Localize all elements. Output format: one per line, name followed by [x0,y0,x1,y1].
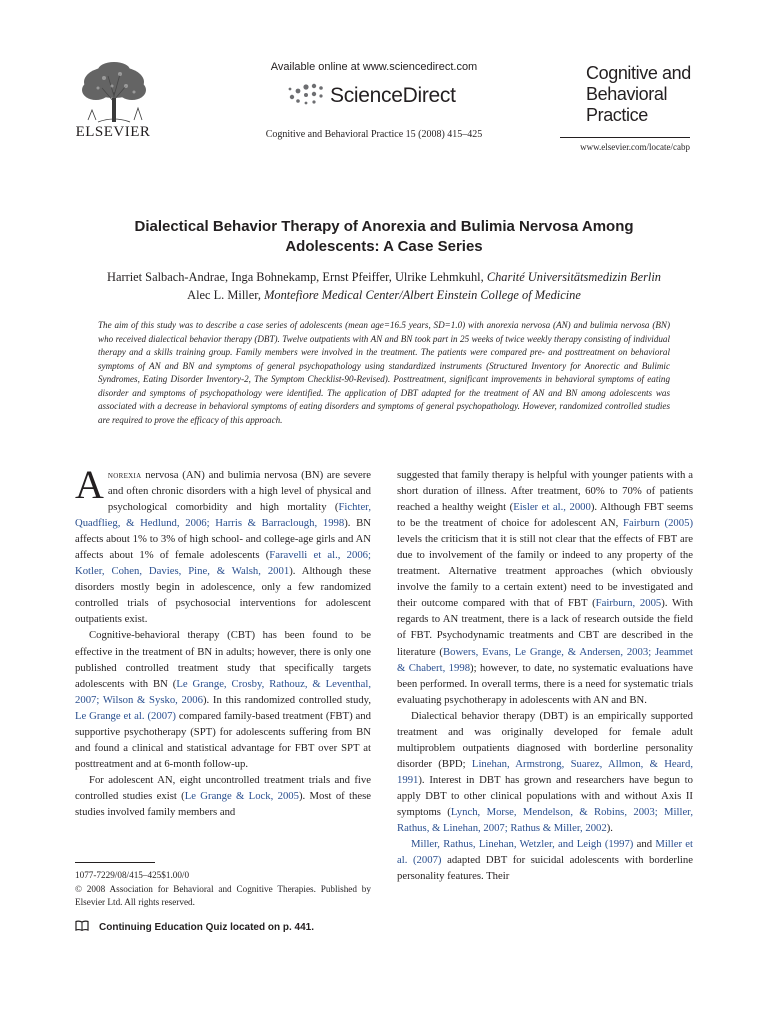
journal-name-line: Cognitive and [586,63,691,83]
citation-link[interactable]: Le Grange, Crosby, Rathouz, & Leventhal, 2007; Wilson & Sysko, 2006 [75,677,371,706]
body-paragraph [397,467,693,708]
quiz-label: Continuing Education Quiz located on p. 441. [99,922,315,933]
paragraph-text: ). Although these disorders mostly begin in adolescence, only a few randomized controlled trials of psychosocial interventions for adolescent outpatients exist. [75,565,371,626]
paragraph-text: Dialectical behavior therapy (DBT) is an empirically supported treatment and was originally developed for female adult multiproblem outpatients diagnosed with borderline personality disorder (BPD; [397,709,693,770]
article-title-line: Dialectical Behavior Therapy of Anorexia and Bulimia Nervosa Among [134,218,634,235]
footnote-divider [75,862,155,863]
citation-link[interactable]: Linehan, Armstrong, Suarez, Allmon, & Heard, 1991 [397,757,693,786]
author-affiliation: Charité Universitätsmedizin Berlin [486,270,661,284]
drop-cap: A [75,462,104,507]
paragraph-text: ). BN affects about 1% to 3% of high school- and college-age girls and AN affects about 1% of female adolescents ( [75,517,371,562]
paragraph-text: and [633,838,656,851]
article-title [80,217,688,257]
citation-link[interactable]: Le Grange et al. (2007) [75,709,176,722]
citation-link[interactable]: Le Grange & Lock, 2005 [184,789,299,802]
author-names: Harriet Salbach-Andrae, Inga Bohnekamp, Ernst Pfeiffer, Ulrike Lehmkuhl, [107,270,484,284]
journal-name-line: Practice [586,105,648,125]
author-affiliation: Montefiore Medical Center/Albert Einstein College of Medicine [264,288,581,302]
paragraph-text: ). Although FBT seems to be the treatment of choice for adolescent AN, [397,501,693,530]
body-paragraph [75,462,371,627]
paragraph-text: adapted DBT for suicidal adolescents with borderline personality features. Their [397,854,693,883]
author-block [60,268,708,304]
body-paragraph [75,772,371,820]
paragraph-text: compared family-based treatment (FBT) and supportive psychotherapy (SPT) for adolescents suffering from BN and found a clinical and statistical advantage for FBT over SPT at posttreatment and at 6-month follow-up. [75,709,371,770]
body-paragraph [397,836,693,884]
open-book-icon [75,920,89,931]
journal-citation: Cognitive and Behavioral Practice 15 (2008) 415–425 [265,129,483,140]
author-line [60,268,708,286]
paragraph-text: Cognitive-behavioral therapy (CBT) has been found to be effective in the treatment of BN in adults; however, there is only one published controlled treatment study that specifically targets adolescents with BN ( [75,629,371,690]
publisher-name: ELSEVIER [75,124,151,140]
paragraph-text: levels the criticism that it is still not clear that the effects of FBT are due to involvement of the family or indeed to any property of the treatment. Alternative treatment approaches (which obviously involve the family to a certain extent) need to be investigated and their outcome compared with that of FBT ( [397,533,693,610]
article-title-line: Adolescents: A Case Series [285,238,483,255]
paragraph-text: suggested that family therapy is helpful with younger patients with a short duration of illness. After treatment, 60% to 70% of patients reached a healthy weight ( [397,469,693,514]
paragraph-text: ). Most of these studies involved family members and [75,789,372,818]
footnote-copyright: © 2008 Association for Behavioral and Cognitive Therapies. Published by Elsevier Ltd. All rights reserved. [75,883,371,908]
sciencedirect-wordmark: ScienceDirect [330,84,456,107]
body-column-right [397,467,693,884]
body-paragraph [397,708,693,836]
citation-link[interactable]: Bowers, Evans, Le Grange, & Andersen, 2003; Jeammet & Chabert, 1998 [397,645,693,674]
paragraph-text: nervosa (AN) and bulimia nervosa (BN) are severe and often chronic disorders with a high level of physical and psychological comorbidity and high mortality ( [107,469,371,514]
paragraph-text: ). With regards to AN treatment, there is a lack of research outside the field of FBT. Psychodynamic treatments and CBT are described in the literature ( [397,597,693,658]
available-online-text[interactable]: Available online at www.sciencedirect.com [270,61,478,73]
body-paragraph [75,627,371,771]
header-divider [560,137,690,138]
journal-name-line: Behavioral [586,84,668,104]
citation-link[interactable]: Faravelli et al., 2006; Kotler, Cohen, Davies, Pine, & Walsh, 2001 [75,549,371,578]
journal-name [586,63,691,126]
citation-link[interactable]: Miller, Rathus, Linehan, Wetzler, and Leigh (1997) [411,838,634,851]
citation-link[interactable]: Fichter, Quadflieg, & Hedlund, 2006; Harris & Barraclough, 1998 [75,501,371,530]
tree-illustration-icon [68,62,160,124]
paragraph-text: ). In this randomized controlled study, [202,693,371,706]
continuing-education-quiz-link[interactable] [75,917,371,935]
footnote [75,869,371,910]
paragraph-text: ). Interest in DBT has grown and researchers have begun to apply DBT to other clinical populations with and without Axis II symptoms ( [397,773,693,818]
footnote-issn: 1077-7229/08/415–425$1.00/0 [75,870,190,880]
citation-link[interactable]: Eisler et al., 2000 [513,501,591,514]
citation-link[interactable]: Lynch, Morse, Mendelson, & Robins, 2003; Miller, Rathus, & Linehan, 2007; Rathus & Miller, 2002 [397,805,693,835]
citation-link[interactable]: Fairburn, 2005 [595,597,662,610]
small-caps-text: norexia [107,469,142,481]
body-column-left [75,462,372,820]
author-line [60,286,708,304]
citation-link[interactable]: Fairburn (2005) [623,517,693,530]
author-names: Alec L. Miller, [187,288,261,302]
paragraph-text: For adolescent AN, eight uncontrolled treatment trials and five controlled studies exist ( [75,773,371,802]
citation-link[interactable]: Miller et al. (2007) [397,838,693,867]
paragraph-text: ); however, to date, no systematic evaluations have been performed. In overall terms, there is a need for systematic trials evaluating psychotherapy in adolescents with AN and BN. [397,661,693,706]
sciencedirect-dots-icon [286,81,326,109]
abstract: The aim of this study was to describe a case series of adolescents (mean age=16.5 years, SD=1.0) with anorexia nervosa (AN) and bulimia nervosa (BN) who received dialectical behavior therapy (DBT). Twelve outpatients with AN and BN took part in 25 weeks of twice weekly therapy consisting of individual therapy and a skills training group. Family members were involved in the treatment. The patients were compared pre- and posttreatment on behavioral symptoms of AN and BN and symptoms of general psychopathology using standardized instruments (Structured Inventory for Anorectic and Bulimic Syndromes, Eating Disorder Inventory-2, The Symptom Checklist-90-Revised). Posttreatment, significant improvements in behavioral symptoms of eating disorder and symptoms of psychopathology were identified. The application of DBT adapted for the treatment of AN and BN among adolescents was associated with a decrease in behavioral symptoms of eating disorders and symptoms of general psychopathology. However, randomized controlled studies are required to prove the efficacy of this approach. [98,320,670,425]
paragraph-text: ). [606,822,613,835]
journal-url-link[interactable]: www.elsevier.com/locate/cabp [580,142,690,152]
